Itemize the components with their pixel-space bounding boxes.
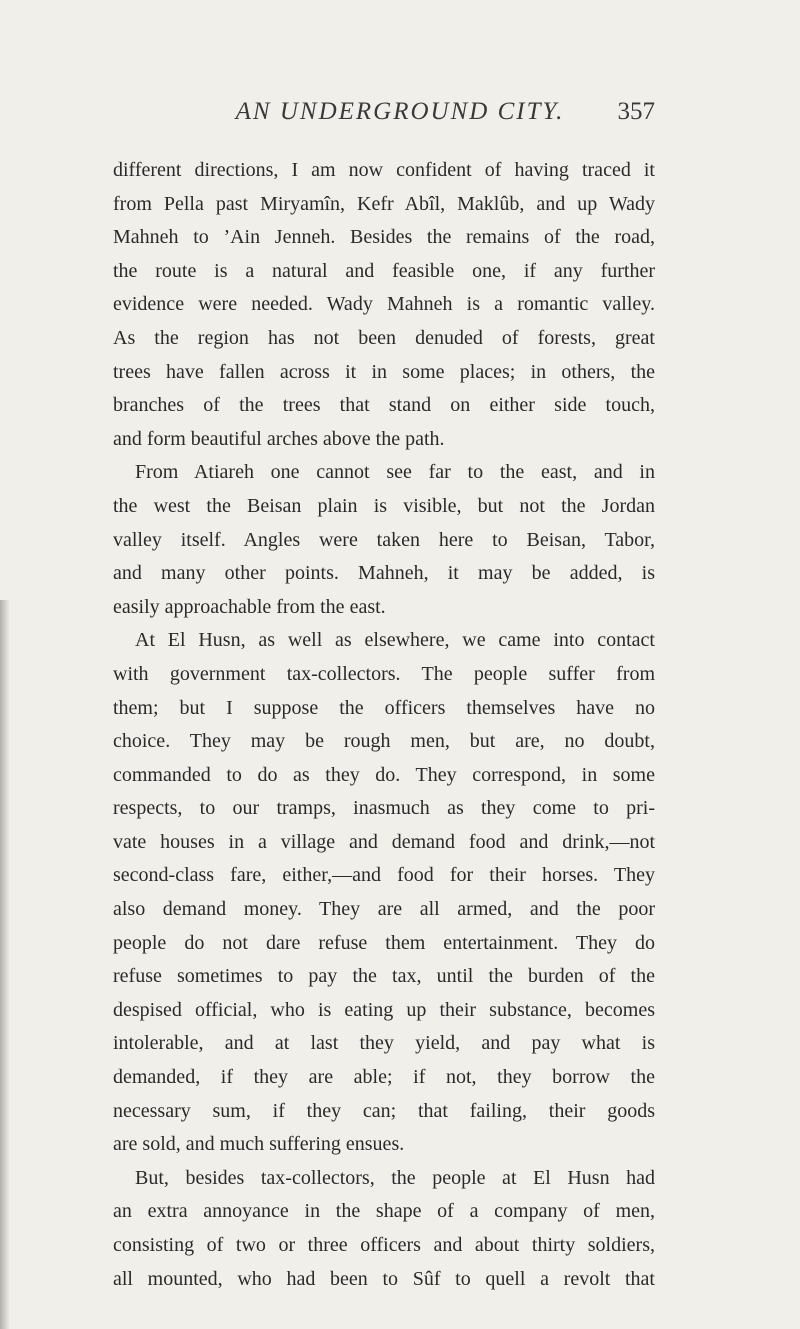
text-line: necessary sum, if they can; that failing, their goods xyxy=(113,1099,655,1122)
binding-shadow xyxy=(0,600,10,1329)
text-line: second-class fare, either,—and food for their horses. They xyxy=(113,864,655,887)
text-line: from Pella past Miryamîn, Kefr Abîl, Maklûb, and up Wady xyxy=(113,192,655,215)
text-line: evidence were needed. Wady Mahneh is a romantic valley. xyxy=(113,293,655,316)
page-header xyxy=(0,98,800,138)
text-line: are sold, and much suffering ensues. xyxy=(113,1133,405,1156)
text-line: an extra annoyance in the shape of a company of men, xyxy=(113,1200,655,1223)
text-line: and form beautiful arches above the path. xyxy=(113,427,445,450)
text-line: consisting of two or three officers and about thirty soldiers, xyxy=(113,1234,655,1256)
body-text xyxy=(113,154,655,1296)
text-line: intolerable, and at last they yield, and pay what is xyxy=(113,1032,655,1055)
page-number: 357 xyxy=(617,98,655,125)
text-line: branches of the trees that stand on either side touch, xyxy=(113,394,655,417)
text-line: trees have fallen across it in some places; in others, the xyxy=(113,360,655,383)
text-line: valley itself. Angles were taken here to Beisan, Tabor, xyxy=(113,528,655,551)
text-line: all mounted, who had been to Sûf to quell a revolt that xyxy=(113,1267,655,1290)
running-title: AN UNDERGROUND CITY. xyxy=(235,98,565,125)
text-line: easily approachable from the east. xyxy=(113,595,386,618)
text-line: different directions, I am now confident of having traced it xyxy=(113,159,655,181)
text-line: vate houses in a village and demand food and drink,—not xyxy=(113,830,655,853)
text-line: also demand money. They are all armed, and the poor xyxy=(113,898,655,921)
text-line: Mahneh to ’Ain Jenneh. Besides the remains of the road, xyxy=(113,226,655,249)
text-line: demanded, if they are able; if not, they borrow the xyxy=(113,1066,655,1089)
text-line: the west the Beisan plain is visible, but not the Jordan xyxy=(113,494,655,517)
text-line: and many other points. Mahneh, it may be added, is xyxy=(113,562,655,585)
text-line: with government tax-collectors. The people suffer from xyxy=(113,662,655,685)
text-line: them; but I suppose the officers themselves have no xyxy=(113,696,655,719)
text-line: respects, to our tramps, inasmuch as they come to pri- xyxy=(113,797,655,820)
text-line: people do not dare refuse them entertainment. They do xyxy=(113,931,655,954)
text-line: As the region has not been denuded of forests, great xyxy=(113,326,655,349)
text-line: choice. They may be rough men, but are, no doubt, xyxy=(113,730,655,753)
text-line: refuse sometimes to pay the tax, until the burden of the xyxy=(113,965,655,988)
text-line: despised official, who is eating up their substance, becomes xyxy=(113,998,655,1021)
text-line: From Atiareh one cannot see far to the east, and in xyxy=(135,461,655,484)
text-line: But, besides tax-collectors, the people at El Husn had xyxy=(135,1166,655,1189)
text-line: commanded to do as they do. They correspond, in some xyxy=(113,763,655,786)
text-line: At El Husn, as well as elsewhere, we came into contact xyxy=(135,629,655,652)
text-line: the route is a natural and feasible one, if any further xyxy=(113,259,655,282)
